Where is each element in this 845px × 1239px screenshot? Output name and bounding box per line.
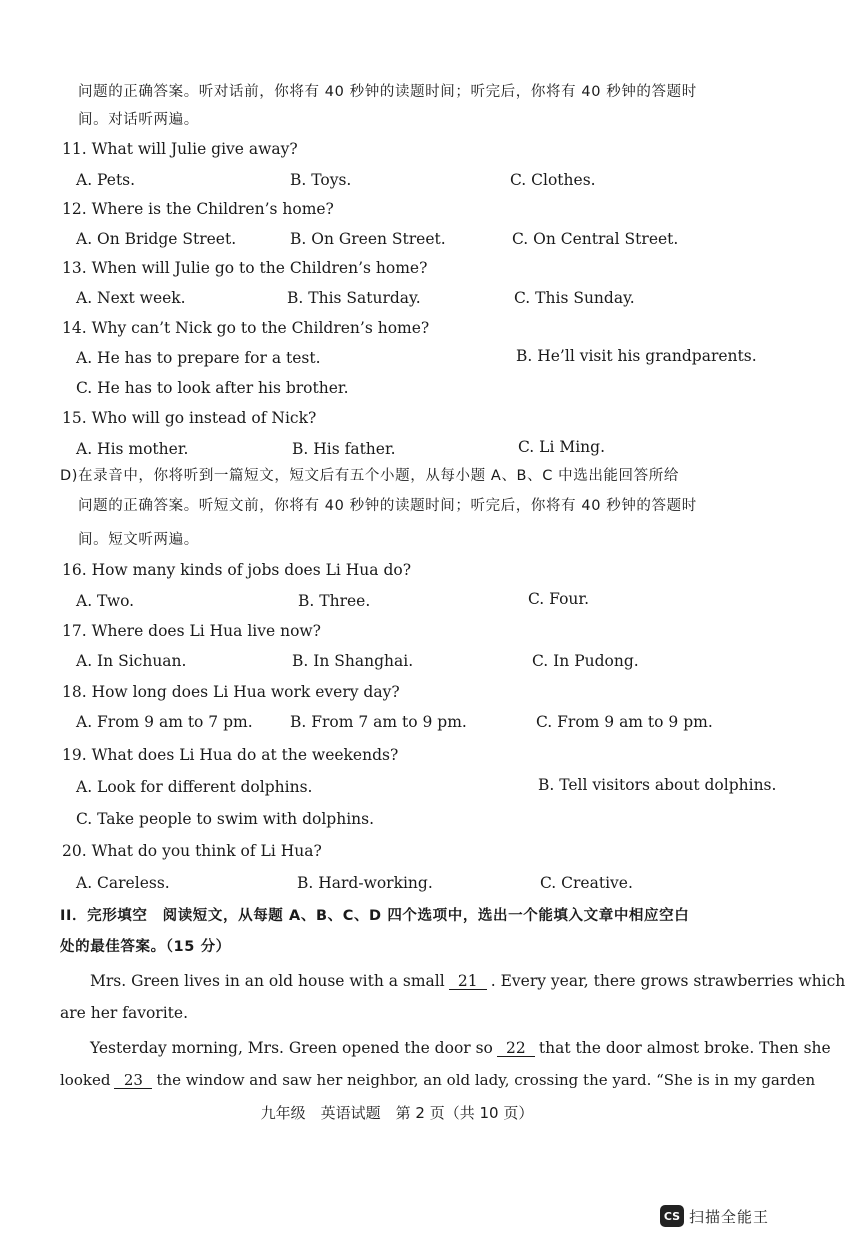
q14-option-a: A. He has to prepare for a test. — [76, 349, 321, 367]
blank-22: 22 — [497, 1040, 535, 1057]
question-15: 15. Who will go instead of Nick? — [62, 409, 317, 427]
q16-option-b: B. Three. — [298, 592, 371, 610]
blank-21: 21 — [449, 973, 487, 990]
question-19: 19. What does Li Hua do at the weekends? — [62, 746, 399, 764]
passage-line-1 — [90, 971, 845, 991]
q13-option-c: C. This Sunday. — [514, 289, 635, 307]
passage-text: that the door almost broke. Then she — [538, 1039, 831, 1057]
q19-option-c: C. Take people to swim with dolphins. — [76, 810, 375, 828]
intro-line-2: 间。对话听两遍。 — [78, 112, 199, 128]
passage-line-4 — [60, 1070, 815, 1090]
q12-option-c: C. On Central Street. — [512, 230, 679, 248]
q18-option-a: A. From 9 am to 7 pm. — [76, 713, 253, 731]
q12-option-b: B. On Green Street. — [290, 230, 446, 248]
q11-option-a: A. Pets. — [76, 171, 136, 189]
q19-option-a: A. Look for different dolphins. — [76, 778, 313, 796]
question-18: 18. How long does Li Hua work every day? — [62, 683, 400, 701]
q17-option-c: C. In Pudong. — [532, 652, 639, 670]
section-d-line-1: D)在录音中，你将听到一篇短文，短文后有五个小题，从每小题 A、B、C 中选出能回答所给 — [60, 468, 679, 484]
q11-option-c: C. Clothes. — [510, 171, 596, 189]
section-d-line-3: 间。短文听两遍。 — [78, 532, 199, 548]
q15-option-a: A. His mother. — [76, 440, 189, 458]
passage-text: . Every year, there grows strawberries which — [490, 972, 845, 990]
q18-option-c: C. From 9 am to 9 pm. — [536, 713, 713, 731]
q19-option-b: B. Tell visitors about dolphins. — [538, 776, 777, 794]
question-13: 13. When will Julie go to the Children’s home? — [62, 259, 428, 277]
question-12: 12. Where is the Children’s home? — [62, 200, 334, 218]
camscanner-logo-icon: CS — [660, 1205, 684, 1227]
passage-line-3 — [90, 1038, 831, 1058]
passage-text: Mrs. Green lives in an old house with a small — [90, 972, 445, 990]
q20-option-a: A. Careless. — [76, 874, 170, 892]
q16-option-c: C. Four. — [528, 590, 590, 608]
q13-option-b: B. This Saturday. — [287, 289, 421, 307]
q20-option-c: C. Creative. — [540, 874, 633, 892]
q13-option-a: A. Next week. — [76, 289, 186, 307]
question-14: 14. Why can’t Nick go to the Children’s home? — [62, 319, 430, 337]
watermark-text: 扫描全能王 — [689, 1207, 770, 1226]
q12-option-a: A. On Bridge Street. — [76, 230, 237, 248]
intro-line-1: 问题的正确答案。听对话前，你将有 40 秒钟的读题时间；听完后，你将有 40 秒钟的答题时 — [78, 84, 697, 100]
passage-line-2: are her favorite. — [60, 1004, 189, 1022]
question-11: 11. What will Julie give away? — [62, 140, 298, 158]
scanner-watermark — [660, 1205, 769, 1227]
section-d-line-2: 问题的正确答案。听短文前，你将有 40 秒钟的读题时间；听完后，你将有 40 秒钟的答题时 — [78, 498, 697, 514]
q14-option-b: B. He’ll visit his grandparents. — [516, 347, 757, 365]
section-ii-heading-line-1: II．完形填空 阅读短文，从每题 A、B、C、D 四个选项中，选出一个能填入文章中相应空白 — [60, 908, 690, 924]
q16-option-a: A. Two. — [76, 592, 135, 610]
question-20: 20. What do you think of Li Hua? — [62, 842, 322, 860]
q17-option-a: A. In Sichuan. — [76, 652, 187, 670]
blank-23: 23 — [114, 1072, 152, 1089]
passage-text: looked — [60, 1071, 111, 1089]
q15-option-c: C. Li Ming. — [518, 438, 605, 456]
question-16: 16. How many kinds of jobs does Li Hua do? — [62, 561, 412, 579]
passage-text: the window and saw her neighbor, an old lady, crossing the yard. “She is in my garden — [156, 1071, 816, 1089]
section-ii-heading-line-2: 处的最佳答案。（15 分） — [60, 939, 231, 955]
question-17: 17. Where does Li Hua live now? — [62, 622, 321, 640]
passage-text: Yesterday morning, Mrs. Green opened the door so — [90, 1039, 493, 1057]
q20-option-b: B. Hard-working. — [297, 874, 433, 892]
q11-option-b: B. Toys. — [290, 171, 352, 189]
q18-option-b: B. From 7 am to 9 pm. — [290, 713, 467, 731]
page-footer: 九年级 英语试题 第 2 页（共 10 页） — [260, 1104, 534, 1122]
q15-option-b: B. His father. — [292, 440, 396, 458]
q14-option-c: C. He has to look after his brother. — [76, 379, 349, 397]
q17-option-b: B. In Shanghai. — [292, 652, 414, 670]
